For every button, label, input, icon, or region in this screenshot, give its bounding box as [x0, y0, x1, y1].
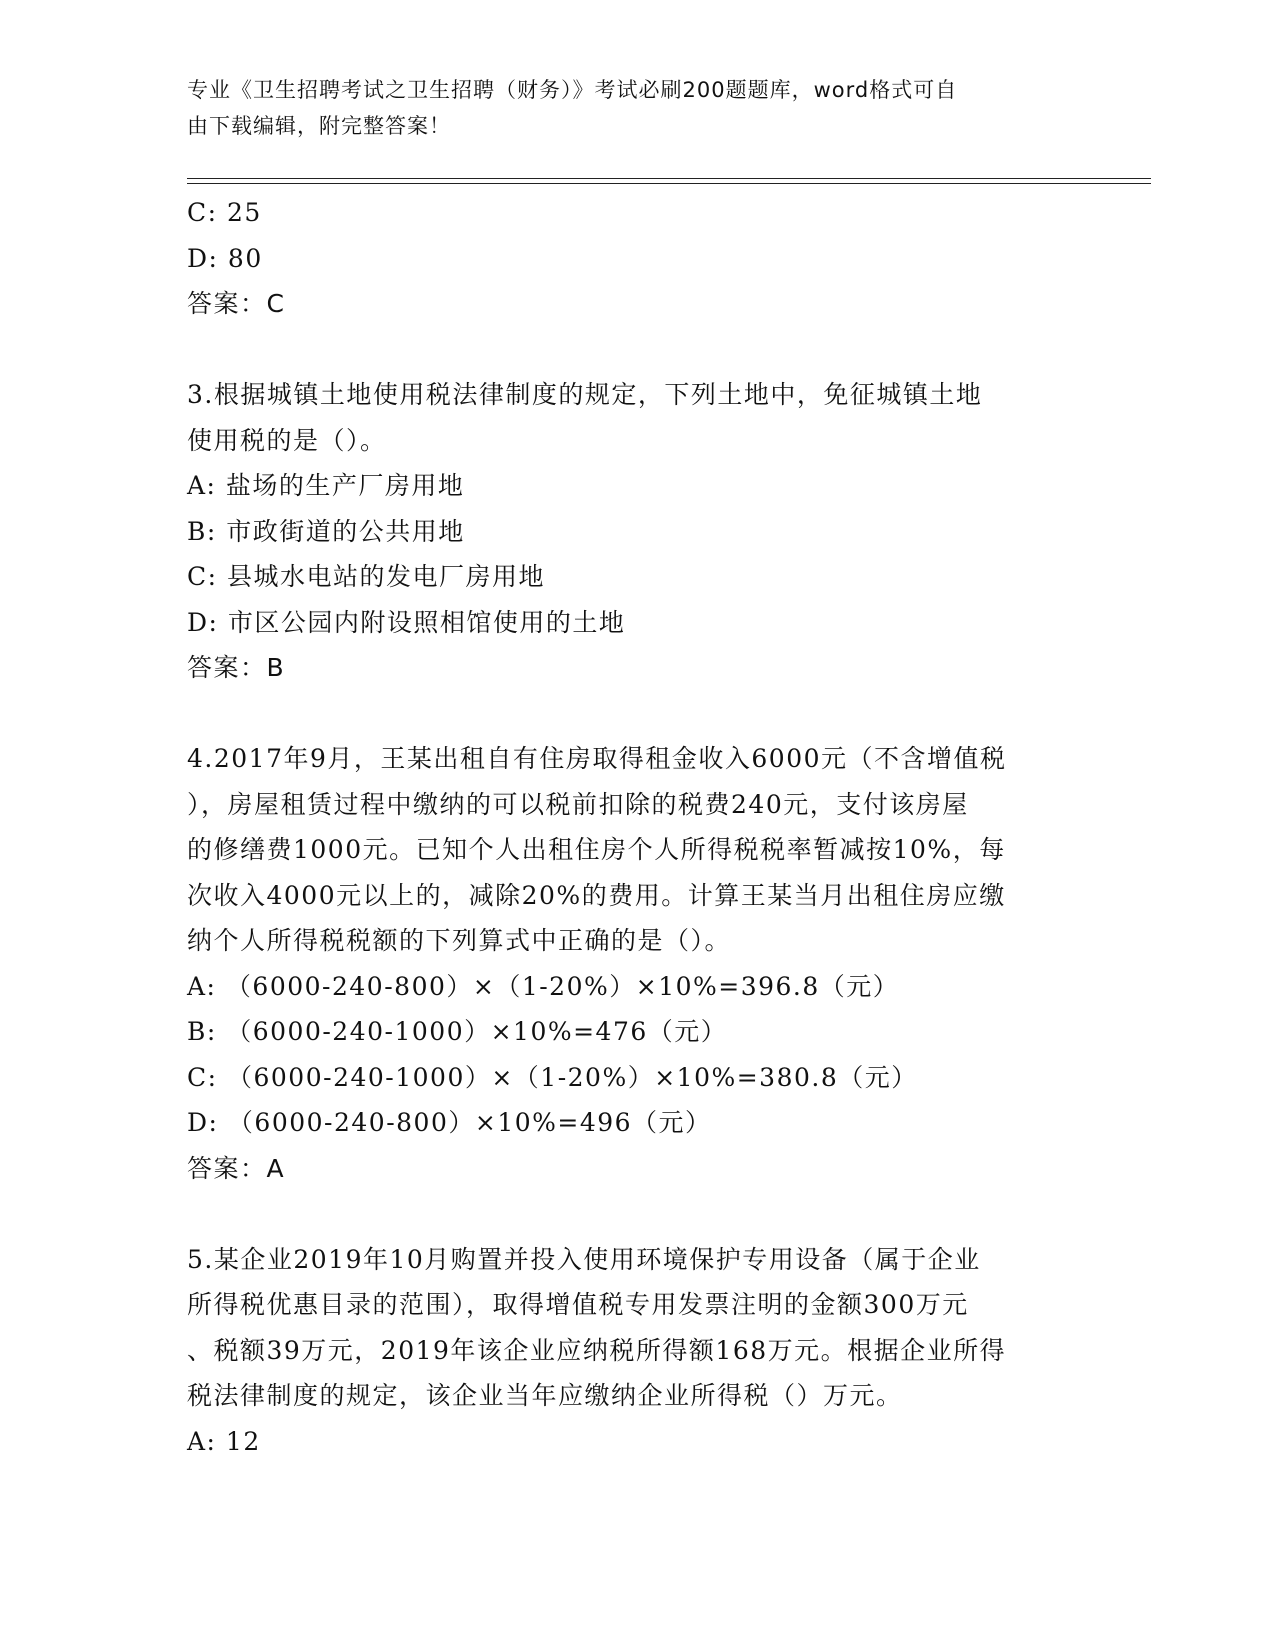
question-2-tail [187, 190, 1087, 327]
question-4-stem-line1: 4.2017年9月，王某出租自有住房取得租金收入6000元（不含增值税 [187, 744, 1007, 773]
question-2-option-d: D: 80 [187, 243, 263, 273]
page-header [187, 72, 1067, 144]
question-4-stem-line4: 次收入4000元以上的，减除20%的费用。计算王某当月出租住房应缴 [187, 880, 1006, 910]
question-3 [187, 372, 1087, 691]
question-3-option-b: B: 市政街道的公共用地 [187, 516, 465, 546]
header-title-line2: 由下载编辑，附完整答案！ [187, 114, 451, 138]
question-4-option-c: C: （6000-240-1000）×（1-20%）×10%=380.8（元） [187, 1062, 918, 1092]
spacer [187, 327, 1087, 373]
question-5-stem-line2: 所得税优惠目录的范围），取得增值税专用发票注明的金额300万元 [187, 1290, 969, 1319]
spacer [187, 691, 1087, 737]
question-3-answer: 答案：B [187, 653, 286, 682]
question-5-stem-line1: 5.某企业2019年10月购置并投入使用环境保护专用设备（属于企业 [187, 1244, 981, 1274]
question-4-option-a: A: （6000-240-800）×（1-20%）×10%=396.8（元） [187, 971, 900, 1001]
question-3-option-a: A: 盐场的生产厂房用地 [187, 471, 465, 500]
header-title-line1: 专业《卫生招聘考试之卫生招聘（财务）》考试必刷200题题库，word格式可自 [187, 78, 958, 102]
header-divider-top [187, 178, 1151, 179]
question-4-option-d: D: （6000-240-800）×10%=496（元） [187, 1108, 712, 1137]
question-3-stem-line1: 3.根据城镇土地使用税法律制度的规定，下列土地中，免征城镇土地 [187, 380, 983, 409]
question-4-stem-line2: ），房屋租赁过程中缴纳的可以税前扣除的税费240元，支付该房屋 [187, 789, 969, 819]
question-3-option-d: D: 市区公园内附设照相馆使用的土地 [187, 607, 626, 637]
question-4-stem-line5: 纳个人所得税税额的下列算式中正确的是（）。 [187, 926, 732, 955]
question-4-answer: 答案：A [187, 1153, 286, 1183]
question-5-stem-line3: 、税额39万元，2019年该企业应纳税所得额168万元。根据企业所得 [187, 1335, 1007, 1365]
question-2-answer: 答案：C [187, 289, 286, 318]
question-3-option-c: C: 县城水电站的发电厂房用地 [187, 562, 545, 591]
question-list [187, 190, 1087, 1464]
header-divider-bottom [187, 183, 1151, 184]
question-5 [187, 1237, 1087, 1465]
question-4-stem-line3: 的修缮费1000元。已知个人出租住房个人所得税税率暂减按10%，每 [187, 835, 1006, 864]
question-4 [187, 736, 1087, 1191]
question-3-stem-line2: 使用税的是（）。 [187, 425, 387, 455]
question-5-stem-line4: 税法律制度的规定，该企业当年应缴纳企业所得税（）万元。 [187, 1381, 903, 1410]
question-4-option-b: B: （6000-240-1000）×10%=476（元） [187, 1017, 728, 1046]
question-2-option-c: C: 25 [187, 198, 262, 227]
spacer [187, 1191, 1087, 1237]
question-5-option-a: A: 12 [187, 1426, 261, 1456]
